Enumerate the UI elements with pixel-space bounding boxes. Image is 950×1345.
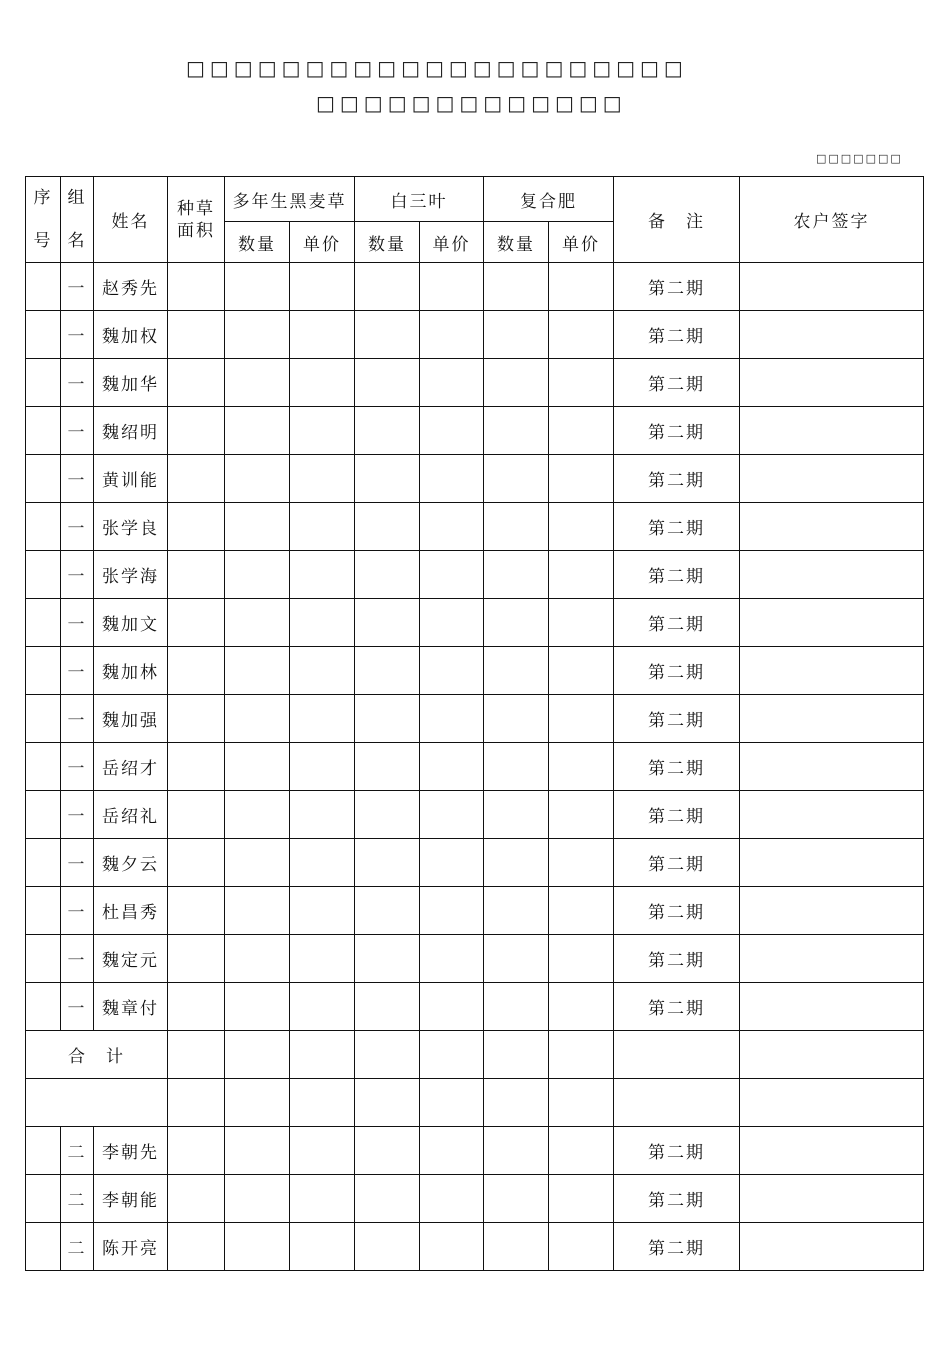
value-cell [549, 359, 614, 407]
value-cell [168, 647, 225, 695]
value-cell [549, 263, 614, 311]
value-cell [549, 743, 614, 791]
group-cell: 一 [61, 983, 94, 1031]
value-cell [420, 983, 484, 1031]
group-cell: 二 [61, 1127, 94, 1175]
value-cell [484, 1127, 549, 1175]
signature-cell [740, 311, 924, 359]
farmer-name: 杜昌秀 [94, 887, 168, 935]
value-cell [549, 1175, 614, 1223]
value-cell [355, 983, 420, 1031]
signature-cell [740, 743, 924, 791]
value-cell [355, 551, 420, 599]
table-row [26, 983, 924, 1031]
blank-cell [26, 1079, 168, 1127]
value-cell [290, 1223, 355, 1271]
value-cell [225, 935, 290, 983]
value-cell [225, 887, 290, 935]
farmer-name: 陈开亮 [94, 1223, 168, 1271]
value-cell [168, 935, 225, 983]
group-cell: 一 [61, 455, 94, 503]
total-label: 合 计 [26, 1031, 168, 1079]
signature-cell [740, 359, 924, 407]
seq-cell [26, 1223, 61, 1271]
signature-cell [740, 1031, 924, 1079]
value-cell [420, 1031, 484, 1079]
remark-cell: 第二期 [614, 599, 740, 647]
header-ryegrass: 多年生黑麦草 [225, 177, 355, 222]
signature-cell [740, 455, 924, 503]
signature-cell [740, 1223, 924, 1271]
value-cell [168, 599, 225, 647]
signature-cell [740, 791, 924, 839]
value-cell [168, 1127, 225, 1175]
value-cell [355, 695, 420, 743]
value-cell [484, 983, 549, 1031]
value-cell [355, 791, 420, 839]
seq-cell [26, 887, 61, 935]
value-cell [168, 1031, 225, 1079]
document-title-line-1: □□□□□□□□□□□□□□□□□□□□□ [186, 56, 688, 80]
header-area: 种草 面积 [168, 177, 225, 263]
remark-cell: 第二期 [614, 359, 740, 407]
farmer-name: 魏加强 [94, 695, 168, 743]
value-cell [420, 503, 484, 551]
farmer-name: 张学海 [94, 551, 168, 599]
value-cell [290, 263, 355, 311]
table-row [26, 695, 924, 743]
value-cell [355, 1175, 420, 1223]
value-cell [549, 551, 614, 599]
remark-cell: 第二期 [614, 311, 740, 359]
seq-cell [26, 359, 61, 407]
value-cell [290, 1079, 355, 1127]
value-cell [168, 695, 225, 743]
distribution-table [25, 176, 924, 1271]
value-cell [484, 503, 549, 551]
farmer-name: 魏加文 [94, 599, 168, 647]
table-row [26, 791, 924, 839]
header-ryegrass-qty: 数量 [225, 222, 290, 263]
value-cell [168, 359, 225, 407]
value-cell [484, 359, 549, 407]
farmer-name: 岳绍才 [94, 743, 168, 791]
signature-cell [740, 407, 924, 455]
header-ryegrass-price: 单价 [290, 222, 355, 263]
group-cell: 一 [61, 263, 94, 311]
remark-cell: 第二期 [614, 1175, 740, 1223]
farmer-name: 黄训能 [94, 455, 168, 503]
value-cell [225, 1175, 290, 1223]
value-cell [355, 311, 420, 359]
blank-row [26, 1079, 924, 1127]
remark-cell: 第二期 [614, 839, 740, 887]
value-cell [484, 887, 549, 935]
value-cell [420, 1175, 484, 1223]
value-cell [420, 407, 484, 455]
value-cell [355, 887, 420, 935]
value-cell [549, 599, 614, 647]
value-cell [420, 839, 484, 887]
farmer-name: 魏夕云 [94, 839, 168, 887]
group-cell: 一 [61, 359, 94, 407]
total-row [26, 1031, 924, 1079]
value-cell [549, 1223, 614, 1271]
value-cell [290, 311, 355, 359]
signature-cell [740, 1079, 924, 1127]
header-fertilizer-qty: 数量 [484, 222, 549, 263]
remark-cell: 第二期 [614, 551, 740, 599]
value-cell [549, 791, 614, 839]
value-cell [290, 551, 355, 599]
group-cell: 一 [61, 695, 94, 743]
value-cell [290, 1175, 355, 1223]
value-cell [420, 1079, 484, 1127]
value-cell [549, 407, 614, 455]
value-cell [290, 887, 355, 935]
remark-cell: 第二期 [614, 791, 740, 839]
value-cell [484, 599, 549, 647]
seq-cell [26, 551, 61, 599]
table-row [26, 1175, 924, 1223]
value-cell [420, 551, 484, 599]
seq-cell [26, 407, 61, 455]
value-cell [290, 1031, 355, 1079]
value-cell [484, 311, 549, 359]
value-cell [225, 551, 290, 599]
value-cell [225, 647, 290, 695]
header-clover-price: 单价 [420, 222, 484, 263]
value-cell [225, 1223, 290, 1271]
value-cell [484, 455, 549, 503]
farmer-name: 魏章付 [94, 983, 168, 1031]
value-cell [355, 407, 420, 455]
value-cell [168, 503, 225, 551]
value-cell [420, 455, 484, 503]
unit-note: □□□□□□□ [816, 152, 903, 165]
value-cell [168, 983, 225, 1031]
value-cell [225, 1031, 290, 1079]
value-cell [355, 647, 420, 695]
seq-cell [26, 839, 61, 887]
signature-cell [740, 935, 924, 983]
seq-cell [26, 743, 61, 791]
table-row [26, 743, 924, 791]
value-cell [549, 503, 614, 551]
value-cell [290, 359, 355, 407]
signature-cell [740, 887, 924, 935]
header-signature: 农户签字 [740, 177, 924, 263]
remark-cell [614, 1079, 740, 1127]
table-row [26, 1127, 924, 1175]
value-cell [420, 647, 484, 695]
group-cell: 二 [61, 1223, 94, 1271]
header-group: 组 名 [61, 177, 94, 263]
group-cell: 一 [61, 743, 94, 791]
value-cell [225, 839, 290, 887]
value-cell [484, 1223, 549, 1271]
value-cell [549, 455, 614, 503]
remark-cell: 第二期 [614, 743, 740, 791]
header-clover: 白三叶 [355, 177, 484, 222]
value-cell [420, 263, 484, 311]
signature-cell [740, 1175, 924, 1223]
table-row [26, 1223, 924, 1271]
value-cell [549, 311, 614, 359]
seq-cell [26, 311, 61, 359]
value-cell [484, 263, 549, 311]
value-cell [355, 839, 420, 887]
signature-cell [740, 647, 924, 695]
value-cell [549, 1127, 614, 1175]
value-cell [290, 983, 355, 1031]
value-cell [355, 359, 420, 407]
value-cell [168, 407, 225, 455]
signature-cell [740, 599, 924, 647]
value-cell [420, 935, 484, 983]
farmer-name: 岳绍礼 [94, 791, 168, 839]
farmer-name: 魏加林 [94, 647, 168, 695]
group-cell: 一 [61, 935, 94, 983]
value-cell [549, 647, 614, 695]
value-cell [420, 695, 484, 743]
table-row [26, 407, 924, 455]
value-cell [420, 1223, 484, 1271]
seq-cell [26, 647, 61, 695]
remark-cell: 第二期 [614, 983, 740, 1031]
value-cell [420, 311, 484, 359]
value-cell [225, 407, 290, 455]
value-cell [355, 935, 420, 983]
value-cell [225, 455, 290, 503]
value-cell [290, 647, 355, 695]
header-name: 姓名 [94, 177, 168, 263]
value-cell [225, 743, 290, 791]
value-cell [355, 455, 420, 503]
value-cell [168, 887, 225, 935]
group-cell: 一 [61, 551, 94, 599]
value-cell [484, 647, 549, 695]
value-cell [484, 1175, 549, 1223]
value-cell [549, 983, 614, 1031]
value-cell [484, 407, 549, 455]
value-cell [290, 839, 355, 887]
value-cell [168, 263, 225, 311]
signature-cell [740, 503, 924, 551]
seq-cell [26, 695, 61, 743]
value-cell [549, 839, 614, 887]
value-cell [168, 551, 225, 599]
value-cell [484, 1031, 549, 1079]
remark-cell: 第二期 [614, 263, 740, 311]
value-cell [290, 455, 355, 503]
value-cell [355, 1079, 420, 1127]
remark-cell: 第二期 [614, 935, 740, 983]
remark-cell: 第二期 [614, 647, 740, 695]
group-cell: 一 [61, 503, 94, 551]
signature-cell [740, 695, 924, 743]
value-cell [168, 1223, 225, 1271]
remark-cell: 第二期 [614, 503, 740, 551]
value-cell [420, 1127, 484, 1175]
value-cell [225, 695, 290, 743]
header-remark: 备 注 [614, 177, 740, 263]
value-cell [225, 1127, 290, 1175]
value-cell [168, 455, 225, 503]
remark-cell: 第二期 [614, 407, 740, 455]
signature-cell [740, 983, 924, 1031]
value-cell [420, 791, 484, 839]
header-clover-qty: 数量 [355, 222, 420, 263]
header-seq: 序 号 [26, 177, 61, 263]
value-cell [549, 1079, 614, 1127]
value-cell [225, 599, 290, 647]
remark-cell: 第二期 [614, 887, 740, 935]
value-cell [168, 1079, 225, 1127]
header-fertilizer-price: 单价 [549, 222, 614, 263]
value-cell [290, 743, 355, 791]
table-row [26, 599, 924, 647]
seq-cell [26, 455, 61, 503]
table-row [26, 551, 924, 599]
seq-cell [26, 263, 61, 311]
signature-cell [740, 839, 924, 887]
remark-cell: 第二期 [614, 1127, 740, 1175]
table-row [26, 935, 924, 983]
table-row [26, 359, 924, 407]
value-cell [168, 1175, 225, 1223]
group-cell: 一 [61, 887, 94, 935]
header-row-1 [26, 177, 924, 222]
value-cell [168, 791, 225, 839]
table-row [26, 839, 924, 887]
header-fertilizer: 复合肥 [484, 177, 614, 222]
remark-cell [614, 1031, 740, 1079]
farmer-name: 李朝能 [94, 1175, 168, 1223]
value-cell [484, 1079, 549, 1127]
value-cell [290, 695, 355, 743]
value-cell [225, 263, 290, 311]
seq-cell [26, 935, 61, 983]
value-cell [290, 599, 355, 647]
remark-cell: 第二期 [614, 455, 740, 503]
value-cell [355, 263, 420, 311]
value-cell [225, 503, 290, 551]
farmer-name: 魏定元 [94, 935, 168, 983]
value-cell [549, 935, 614, 983]
seq-cell [26, 983, 61, 1031]
farmer-name: 李朝先 [94, 1127, 168, 1175]
value-cell [290, 1127, 355, 1175]
group-cell: 一 [61, 599, 94, 647]
seq-cell [26, 1127, 61, 1175]
table-row [26, 647, 924, 695]
remark-cell: 第二期 [614, 695, 740, 743]
farmer-name: 张学良 [94, 503, 168, 551]
value-cell [484, 839, 549, 887]
value-cell [355, 743, 420, 791]
seq-cell [26, 1175, 61, 1223]
group-cell: 二 [61, 1175, 94, 1223]
seq-cell [26, 599, 61, 647]
value-cell [420, 743, 484, 791]
value-cell [420, 599, 484, 647]
value-cell [549, 695, 614, 743]
group-cell: 一 [61, 647, 94, 695]
signature-cell [740, 1127, 924, 1175]
value-cell [484, 791, 549, 839]
group-cell: 一 [61, 839, 94, 887]
signature-cell [740, 263, 924, 311]
value-cell [484, 695, 549, 743]
farmer-name: 赵秀先 [94, 263, 168, 311]
group-cell: 一 [61, 311, 94, 359]
farmer-name: 魏加华 [94, 359, 168, 407]
farmer-name: 魏绍明 [94, 407, 168, 455]
value-cell [420, 359, 484, 407]
value-cell [484, 551, 549, 599]
table-row [26, 503, 924, 551]
group-cell: 一 [61, 407, 94, 455]
farmer-name: 魏加权 [94, 311, 168, 359]
table-row [26, 455, 924, 503]
value-cell [168, 839, 225, 887]
value-cell [290, 935, 355, 983]
seq-cell [26, 503, 61, 551]
value-cell [225, 1079, 290, 1127]
value-cell [225, 359, 290, 407]
value-cell [225, 791, 290, 839]
table-row [26, 311, 924, 359]
seq-cell [26, 791, 61, 839]
value-cell [549, 887, 614, 935]
value-cell [290, 407, 355, 455]
document-title-line-2: □□□□□□□□□□□□□ [316, 91, 627, 115]
value-cell [355, 1127, 420, 1175]
value-cell [168, 743, 225, 791]
table-row [26, 887, 924, 935]
group-cell: 一 [61, 791, 94, 839]
value-cell [225, 983, 290, 1031]
value-cell [549, 1031, 614, 1079]
remark-cell: 第二期 [614, 1223, 740, 1271]
value-cell [290, 791, 355, 839]
value-cell [355, 599, 420, 647]
value-cell [355, 1031, 420, 1079]
value-cell [420, 887, 484, 935]
value-cell [355, 503, 420, 551]
value-cell [484, 935, 549, 983]
value-cell [290, 503, 355, 551]
value-cell [168, 311, 225, 359]
table-row [26, 263, 924, 311]
value-cell [484, 743, 549, 791]
value-cell [355, 1223, 420, 1271]
signature-cell [740, 551, 924, 599]
value-cell [225, 311, 290, 359]
